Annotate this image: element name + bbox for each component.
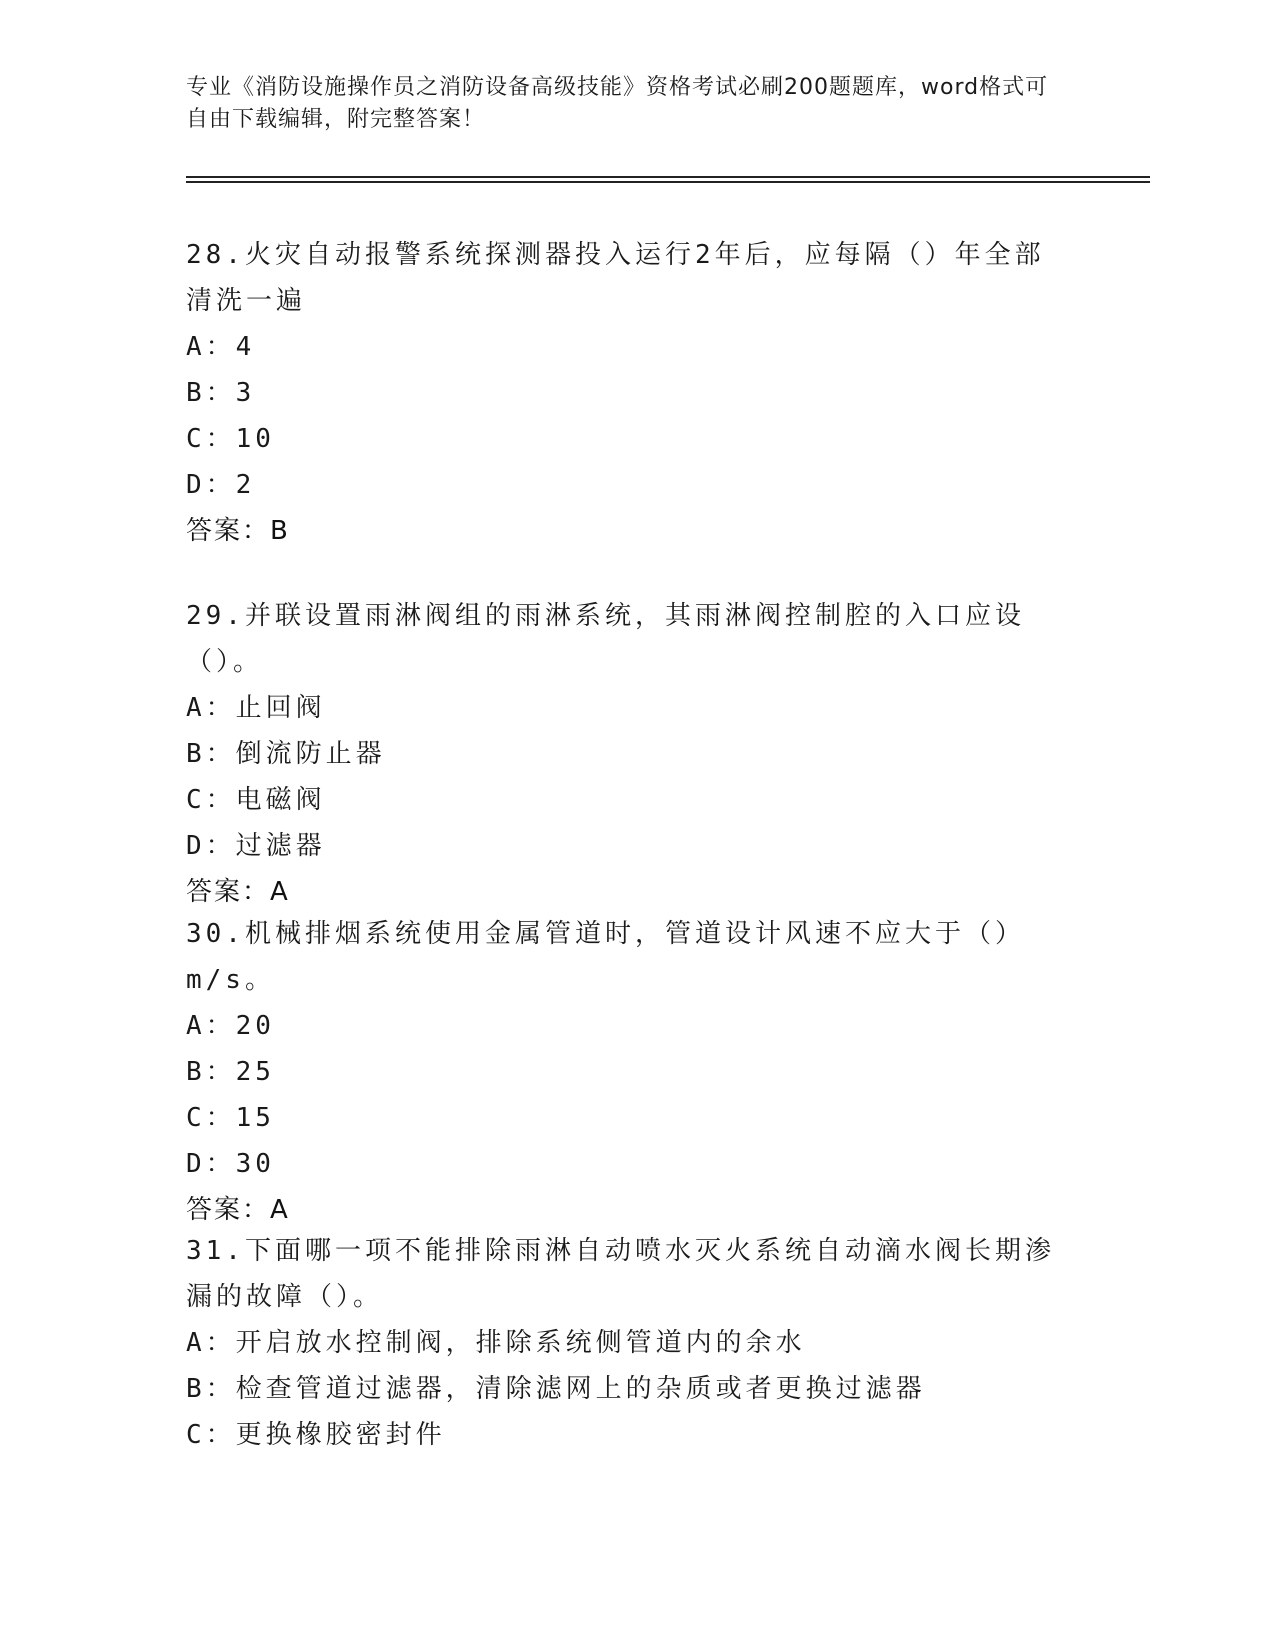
option-b: B：倒流防止器 <box>186 739 386 769</box>
option-d: D：30 <box>186 1149 275 1179</box>
question-30 <box>186 911 1066 1233</box>
option-c: C：电磁阀 <box>186 785 326 815</box>
option-b: B：3 <box>186 378 256 408</box>
option-a: A：4 <box>186 332 256 362</box>
answer-label: 答案：A <box>186 877 290 907</box>
document-header: 专业《消防设施操作员之消防设备高级技能》资格考试必刷200题题库，word格式可自由下载编辑，附完整答案！ <box>186 75 1049 132</box>
option-d: D：2 <box>186 470 256 500</box>
option-c: C：15 <box>186 1103 275 1133</box>
question-31 <box>186 1228 1066 1458</box>
header-divider-bottom <box>186 181 1150 183</box>
question-28 <box>186 232 1066 554</box>
option-b: B：25 <box>186 1057 275 1087</box>
option-a: A：开启放水控制阀，排除系统侧管道内的余水 <box>186 1328 806 1358</box>
header-divider-top <box>186 176 1150 178</box>
question-stem: 31.下面哪一项不能排除雨淋自动喷水灭火系统自动滴水阀长期渗漏的故障（）。 <box>186 1236 1055 1312</box>
question-stem: 28.火灾自动报警系统探测器投入运行2年后，应每隔（）年全部清洗一遍 <box>186 240 1045 316</box>
question-stem: 29.并联设置雨淋阀组的雨淋系统，其雨淋阀控制腔的入口应设（）。 <box>186 601 1025 677</box>
option-c: C：10 <box>186 424 275 454</box>
option-d: D：过滤器 <box>186 831 326 861</box>
answer-label: 答案：B <box>186 516 290 546</box>
option-a: A：止回阀 <box>186 693 326 723</box>
question-29 <box>186 593 1066 915</box>
option-a: A：20 <box>186 1011 275 1041</box>
question-stem: 30.机械排烟系统使用金属管道时，管道设计风速不应大于（）m/s。 <box>186 919 1025 995</box>
option-b: B：检查管道过滤器，清除滤网上的杂质或者更换过滤器 <box>186 1374 926 1404</box>
answer-label: 答案：A <box>186 1195 290 1225</box>
option-c: C：更换橡胶密封件 <box>186 1420 446 1450</box>
